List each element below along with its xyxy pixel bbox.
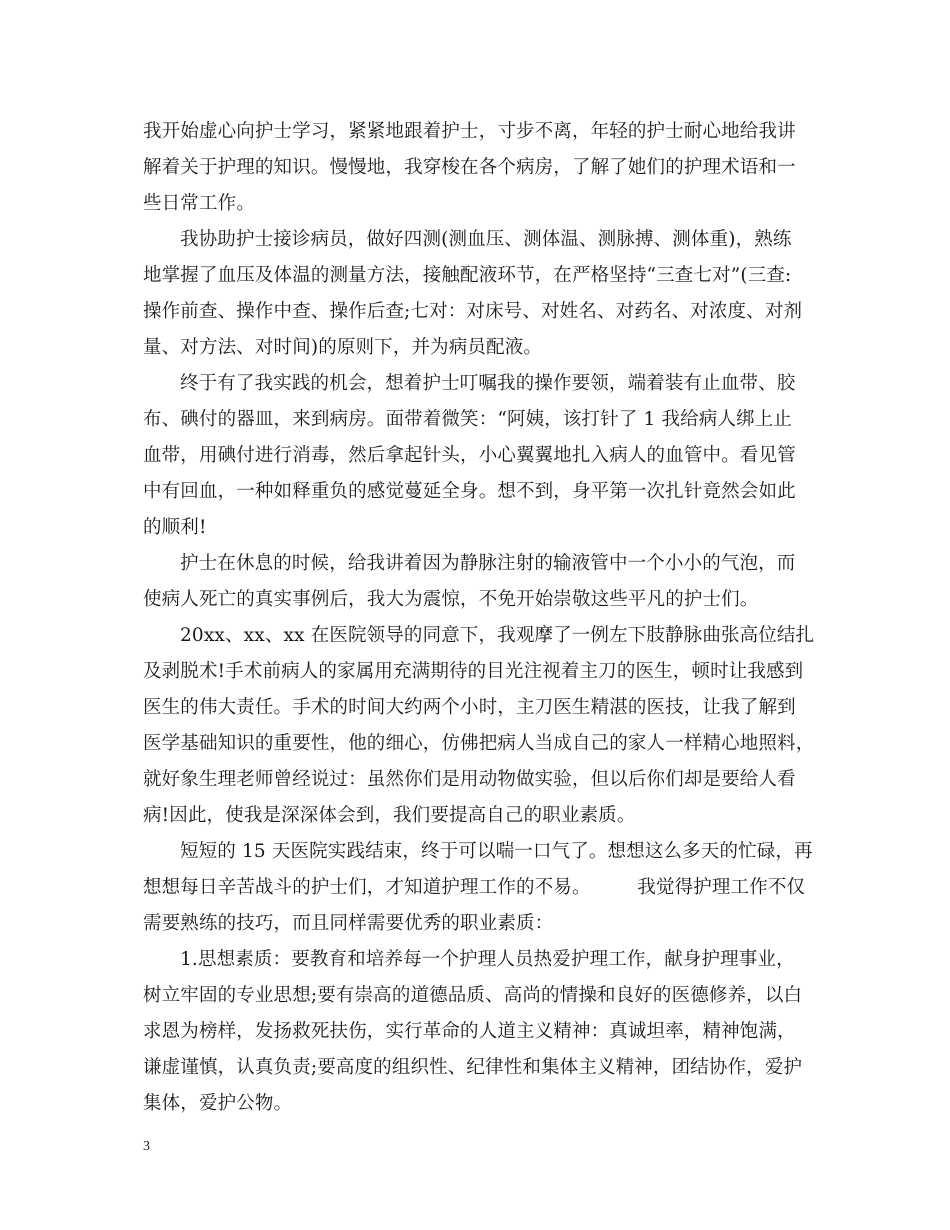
text-line: 想想每日辛苦战斗的护士们，才知道护理工作的不易。 我觉得护理工作不仅 (143, 877, 806, 898)
text-line: 中有回血，一种如释重负的感觉蔓延全身。想不到，身平第一次扎针竟然会如此 (143, 481, 796, 502)
paragraph-start-line: 1.思想素质：要教育和培养每一个护理人员热爱护理工作，献身护理事业， (180, 949, 795, 970)
text-line: 集体，爱护公物。 (143, 1093, 293, 1114)
text-line: 医学基础知识的重要性，他的细心，仿佛把病人当成自己的家人一样精心地照料， (143, 733, 815, 754)
text-line: 需要熟练的技巧，而且同样需要优秀的职业素质： (143, 913, 554, 934)
paragraph-start-line: 终于有了我实践的机会，想着护士叮嘱我的操作要领，端着装有止血带、胶 (180, 373, 796, 394)
paragraph-start-line: 护士在休息的时候，给我讲着因为静脉注射的输液管中一个小小的气泡，而 (180, 553, 796, 574)
text-line: 我开始虚心向护士学习，紧紧地跟着护士，寸步不离，年轻的护士耐心地给我讲 (143, 121, 796, 142)
text-line: 及剥脱术!手术前病人的家属用充满期待的目光注视着主刀的医生，顿时让我感到 (143, 661, 804, 682)
paragraph-start-line: 20xx、xx、xx 在医院领导的同意下，我观摩了一例左下肢静脉曲张高位结扎 (180, 625, 815, 646)
text-line: 求恩为榜样，发扬救死扶伤，实行革命的人道主义精神：真诚坦率，精神饱满， (143, 1021, 796, 1042)
text-line: 医生的伟大责任。手术的时间大约两个小时，主刀医生精湛的医技，让我了解到 (143, 697, 796, 718)
text-line: 量、对方法、对时间)的原则下，并为病员配液。 (143, 337, 543, 358)
text-line: 些日常工作。 (143, 193, 255, 214)
text-line: 就好象生理老师曾经说过：虽然你们是用动物做实验，但以后你们却是要给人看 (143, 769, 796, 790)
paragraph-start-line: 短短的 15 天医院实践结束，终于可以喘一口气了。想想这么多天的忙碌，再 (180, 841, 813, 862)
text-line: 血带，用碘付进行消毒，然后拿起针头，小心翼翼地扎入病人的血管中。看见管 (143, 445, 796, 466)
page-number: 3 (143, 1139, 150, 1154)
text-line: 的顺利! (143, 517, 207, 538)
text-line: 解着关于护理的知识。慢慢地，我穿梭在各个病房，了解了她们的护理术语和一 (143, 157, 796, 178)
text-line: 使病人死亡的真实事例后，我大为震惊，不免开始崇敬这些平凡的护士们。 (143, 589, 759, 610)
text-line: 布、碘付的器皿，来到病房。面带着微笑：“阿姨，该打针了 1 我给病人绑上止 (143, 409, 793, 430)
paragraph-start-line: 我协助护士接诊病员，做好四测(测血压、测体温、测脉搏、测体重)，熟练 (180, 229, 792, 250)
text-line: 病!因此，使我是深深体会到，我们要提高自己的职业素质。 (143, 805, 636, 826)
text-line: 操作前查、操作中查、操作后查;七对：对床号、对姓名、对药名、对浓度、对剂 (143, 301, 803, 322)
text-line: 树立牢固的专业思想;要有崇高的道德品质、高尚的情操和良好的医德修养，以白 (143, 985, 803, 1006)
text-line: 地掌握了血压及体温的测量方法，接触配液环节，在严格坚持“三查七对”(三查: (143, 265, 792, 286)
text-line: 谦虚谨慎，认真负责;要高度的组织性、纪律性和集体主义精神，团结协作，爱护 (143, 1057, 803, 1078)
